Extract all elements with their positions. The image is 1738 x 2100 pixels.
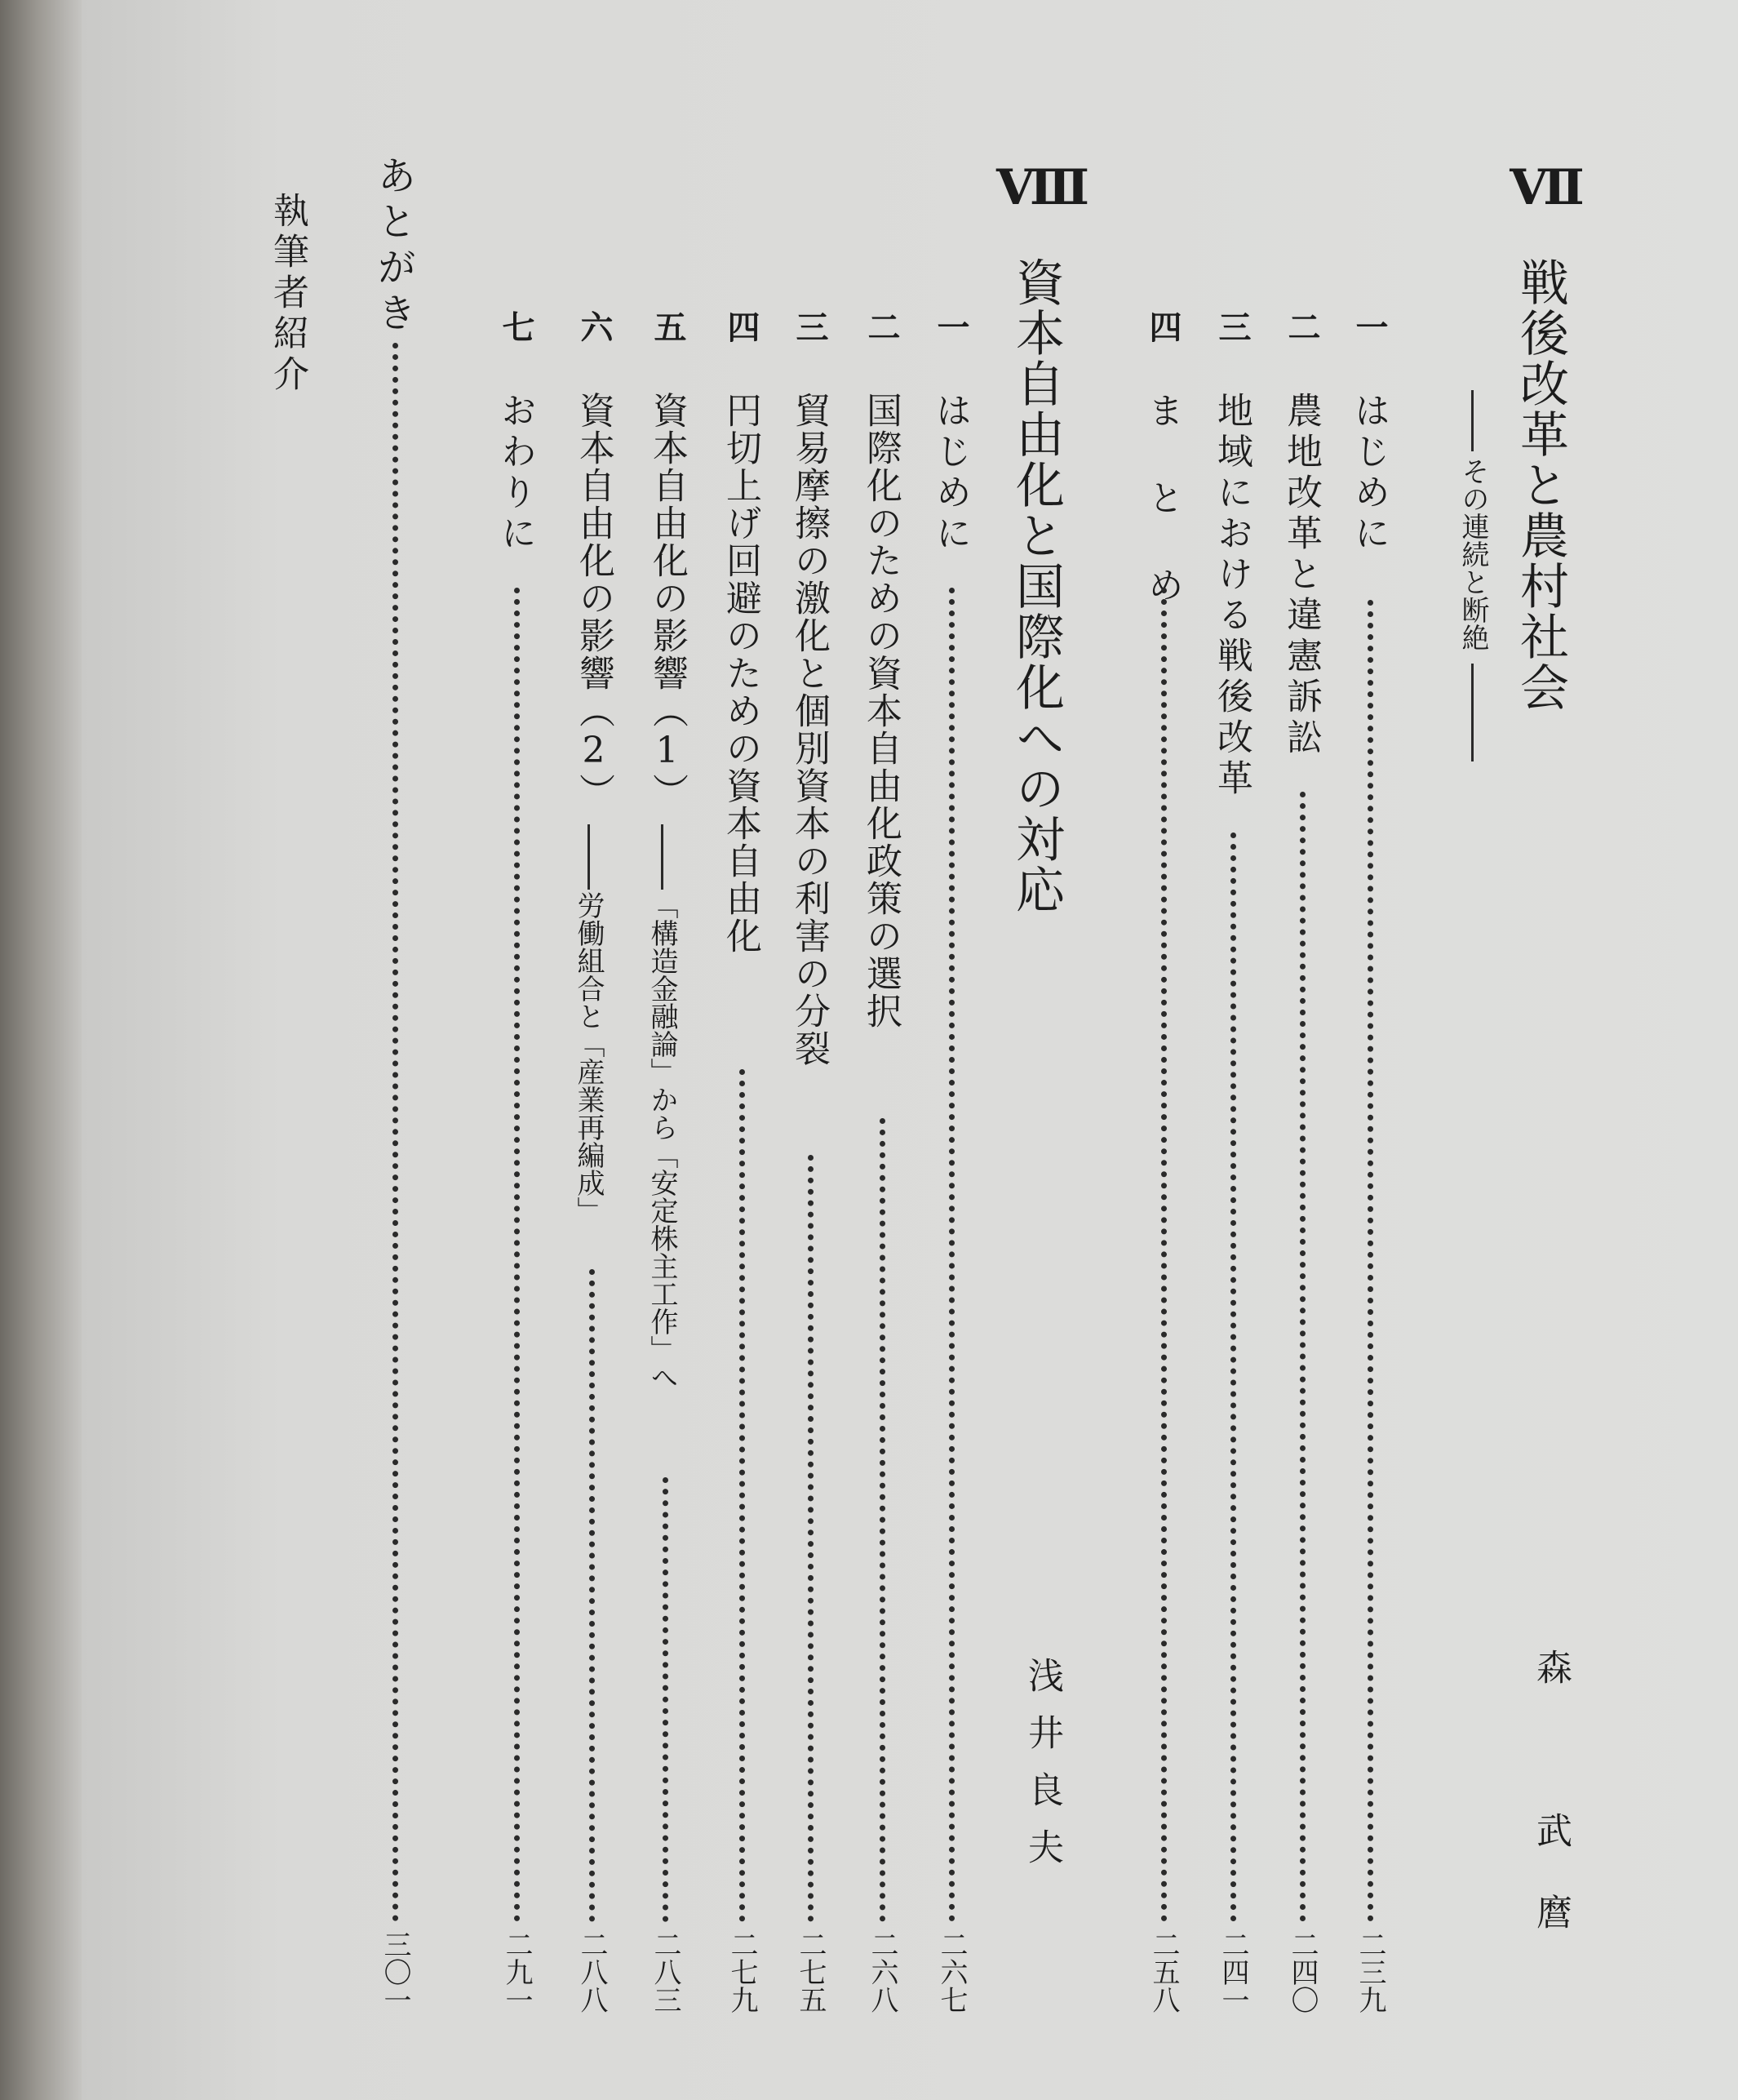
- toc-leader-dots: [392, 343, 398, 1922]
- toc-section-number: 四: [1144, 310, 1182, 343]
- toc-leader-dots: [949, 588, 955, 1922]
- toc-page-number: 二七五: [794, 1930, 827, 2013]
- toc-section-number: 四: [722, 310, 760, 343]
- toc-section-title: 貿易摩擦の激化と個別資本の利害の分裂: [788, 392, 830, 1068]
- toc-page-number: 三〇一: [379, 1930, 411, 2013]
- toc-page-number: 二八八: [575, 1930, 608, 2013]
- toc-section-title: おわりに: [494, 392, 536, 555]
- toc-section-title: はじめに: [929, 392, 971, 555]
- toc-page-number: 二七九: [725, 1930, 758, 2013]
- toc-section-title: ま と め: [1142, 392, 1183, 607]
- toc-section-number: 七: [497, 310, 535, 343]
- toc-section-title: はじめに: [1348, 392, 1390, 555]
- toc-leader-dots: [1368, 600, 1373, 1922]
- afterword-title: あとがき: [370, 155, 416, 338]
- toc-leader-dots: [514, 588, 520, 1922]
- toc-leader-dots: [880, 1118, 885, 1922]
- toc-page-number: 二六七: [935, 1930, 968, 2013]
- toc-section-title: 国際化のための資本自由化政策の選択: [860, 392, 902, 1030]
- toc-section-title: 地域における戦後改革: [1211, 392, 1253, 800]
- toc-section-number: 一: [1350, 310, 1389, 343]
- toc-section-number: 二: [1283, 310, 1321, 343]
- toc-page-number: 二三九: [1354, 1930, 1386, 2013]
- toc-page-number: 二九一: [500, 1930, 533, 2013]
- toc-section-number: 一: [932, 310, 970, 343]
- toc-page: [82, 0, 1738, 2100]
- chapter8-title: 資本自由化と国際化への対応: [1008, 257, 1065, 915]
- toc-leader-dots: [739, 1069, 745, 1922]
- toc-page-number: 二五八: [1147, 1930, 1180, 2013]
- toc-section-title: 農地改革と違憲訴訟: [1280, 392, 1322, 759]
- toc-section-number: 六: [575, 310, 614, 343]
- toc-section-title: 資本自由化の影響（1）: [646, 392, 688, 810]
- toc-section-title: 円切上げ回避のための資本自由化: [720, 392, 761, 955]
- toc-leader-dots: [1300, 792, 1306, 1922]
- chapter7-author: 森 武麿: [1530, 1649, 1572, 1975]
- toc-leader-dots: [589, 1269, 595, 1922]
- toc-leader-dots: [1230, 832, 1236, 1922]
- toc-section-number: 五: [649, 310, 687, 343]
- toc-section-title: 資本自由化の影響（2）: [573, 392, 614, 810]
- chapter8-numeral: Ⅷ: [1014, 159, 1071, 218]
- subtitle-dash-bottom: [1471, 664, 1474, 761]
- toc-section-note: 労働組合と「産業再編成」: [572, 891, 605, 1224]
- toc-leader-dots: [808, 1155, 814, 1922]
- toc-page-number: 二四一: [1217, 1930, 1249, 2013]
- chapter7-subtitle: その連続と断絶: [1456, 457, 1489, 651]
- subtitle-dash-top: [1471, 390, 1474, 451]
- toc-section-number: 三: [791, 310, 829, 343]
- toc-section-number: 二: [862, 310, 901, 343]
- toc-leader-dots: [1161, 588, 1167, 1922]
- contributors-title: 執筆者紹介: [267, 192, 308, 396]
- toc-page-number: 二四〇: [1286, 1930, 1319, 2013]
- note-dash: [587, 824, 590, 890]
- chapter8-author: 浅井良夫: [1022, 1657, 1063, 1885]
- note-dash: [661, 824, 663, 890]
- toc-leader-dots: [663, 1477, 668, 1922]
- book-gutter-shadow: [0, 0, 94, 2100]
- chapter7-title: 戦後改革と農村社会: [1512, 257, 1569, 713]
- toc-page-number: 二六八: [866, 1930, 898, 2013]
- toc-section-note: 「構造金融論」から「安定株主工作」へ: [645, 891, 678, 1391]
- toc-page-number: 二八三: [649, 1930, 681, 2013]
- chapter7-numeral: Ⅶ: [1519, 159, 1576, 218]
- toc-section-number: 三: [1213, 310, 1252, 343]
